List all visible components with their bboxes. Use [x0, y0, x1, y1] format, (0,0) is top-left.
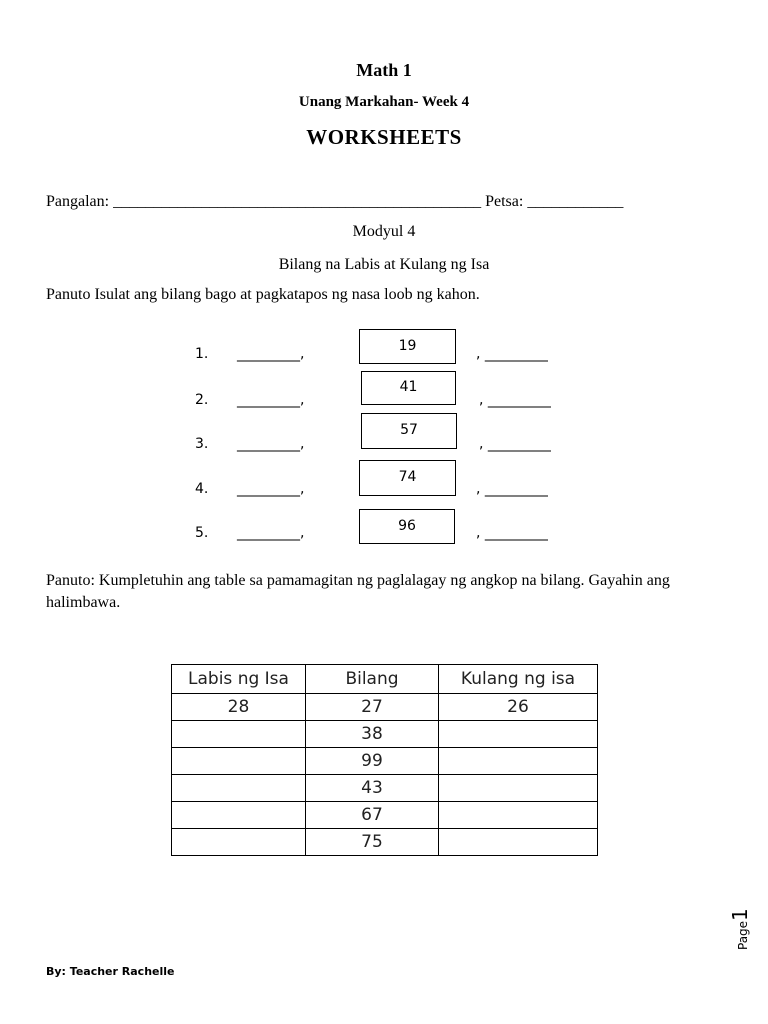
item-number: 2. — [195, 392, 209, 408]
instruction-part2: Panuto: Kumpletuhin ang table sa pamamagitan ng paglalagay ng angkop na bilang. Gayahin ang halimbawa. — [46, 572, 670, 611]
answer-before-blank[interactable]: _________, — [237, 481, 305, 497]
table-cell: 27 — [306, 694, 439, 721]
answer-cell[interactable] — [439, 721, 598, 748]
table-row — [172, 802, 598, 829]
answer-cell[interactable] — [439, 775, 598, 802]
page-number — [728, 910, 768, 950]
answer-cell[interactable] — [172, 775, 306, 802]
answer-before-blank[interactable]: _________, — [237, 392, 305, 408]
answer-after-blank[interactable]: , _________ — [476, 481, 548, 497]
answer-cell[interactable] — [172, 721, 306, 748]
name-label: Pangalan: — [46, 193, 110, 210]
number-box: 41 — [361, 371, 456, 405]
date-field[interactable]: ____________ — [527, 193, 624, 210]
number-table — [171, 664, 598, 856]
table-cell: 43 — [306, 775, 439, 802]
answer-cell[interactable] — [439, 829, 598, 856]
table-header-row — [172, 665, 598, 694]
answer-cell[interactable] — [439, 802, 598, 829]
number-box: 96 — [359, 509, 455, 544]
module-label: Modyul 4 — [352, 223, 416, 240]
column-header: Bilang — [306, 665, 439, 694]
page-number-value: 1 — [728, 908, 752, 921]
answer-after-blank[interactable]: , _________ — [476, 525, 548, 541]
answer-cell[interactable] — [172, 802, 306, 829]
item-number: 3. — [195, 436, 209, 452]
table-row — [172, 748, 598, 775]
number-box: 74 — [359, 460, 456, 496]
item-number: 5. — [195, 525, 209, 541]
answer-cell[interactable] — [439, 748, 598, 775]
table-row — [172, 829, 598, 856]
worksheet-title: Math 1 — [356, 60, 412, 80]
table-cell: 26 — [439, 694, 598, 721]
name-date-line — [46, 193, 623, 211]
number-box: 57 — [361, 413, 457, 449]
answer-cell[interactable] — [172, 748, 306, 775]
table-row — [172, 694, 598, 721]
item-number: 1. — [195, 346, 209, 362]
table-row — [172, 775, 598, 802]
answer-before-blank[interactable]: _________, — [237, 346, 305, 362]
table-row — [172, 721, 598, 748]
column-header: Labis ng Isa — [172, 665, 306, 694]
module-topic: Bilang na Labis at Kulang ng Isa — [278, 256, 490, 273]
table-cell: 67 — [306, 802, 439, 829]
answer-before-blank[interactable]: _________, — [237, 525, 305, 541]
table-cell: 75 — [306, 829, 439, 856]
answer-before-blank[interactable]: _________, — [237, 436, 305, 452]
answer-cell[interactable] — [172, 829, 306, 856]
worksheets-heading: WORKSHEETS — [306, 125, 462, 149]
author-footer: By: Teacher Rachelle — [46, 965, 175, 978]
column-header: Kulang ng isa — [439, 665, 598, 694]
worksheet-subtitle: Unang Markahan- Week 4 — [298, 94, 470, 110]
page-label: Page — [736, 920, 750, 950]
instruction-part1: Panuto Isulat ang bilang bago at pagkatapos ng nasa loob ng kahon. — [46, 286, 480, 303]
table-cell: 28 — [172, 694, 306, 721]
answer-after-blank[interactable]: , _________ — [479, 392, 551, 408]
table-cell: 38 — [306, 721, 439, 748]
date-label: Petsa: — [485, 193, 524, 210]
name-field[interactable]: ______________________________________________ — [113, 193, 482, 210]
number-box: 19 — [359, 329, 456, 364]
answer-after-blank[interactable]: , _________ — [476, 346, 548, 362]
item-number: 4. — [195, 481, 209, 497]
table-cell: 99 — [306, 748, 439, 775]
answer-after-blank[interactable]: , _________ — [479, 436, 551, 452]
